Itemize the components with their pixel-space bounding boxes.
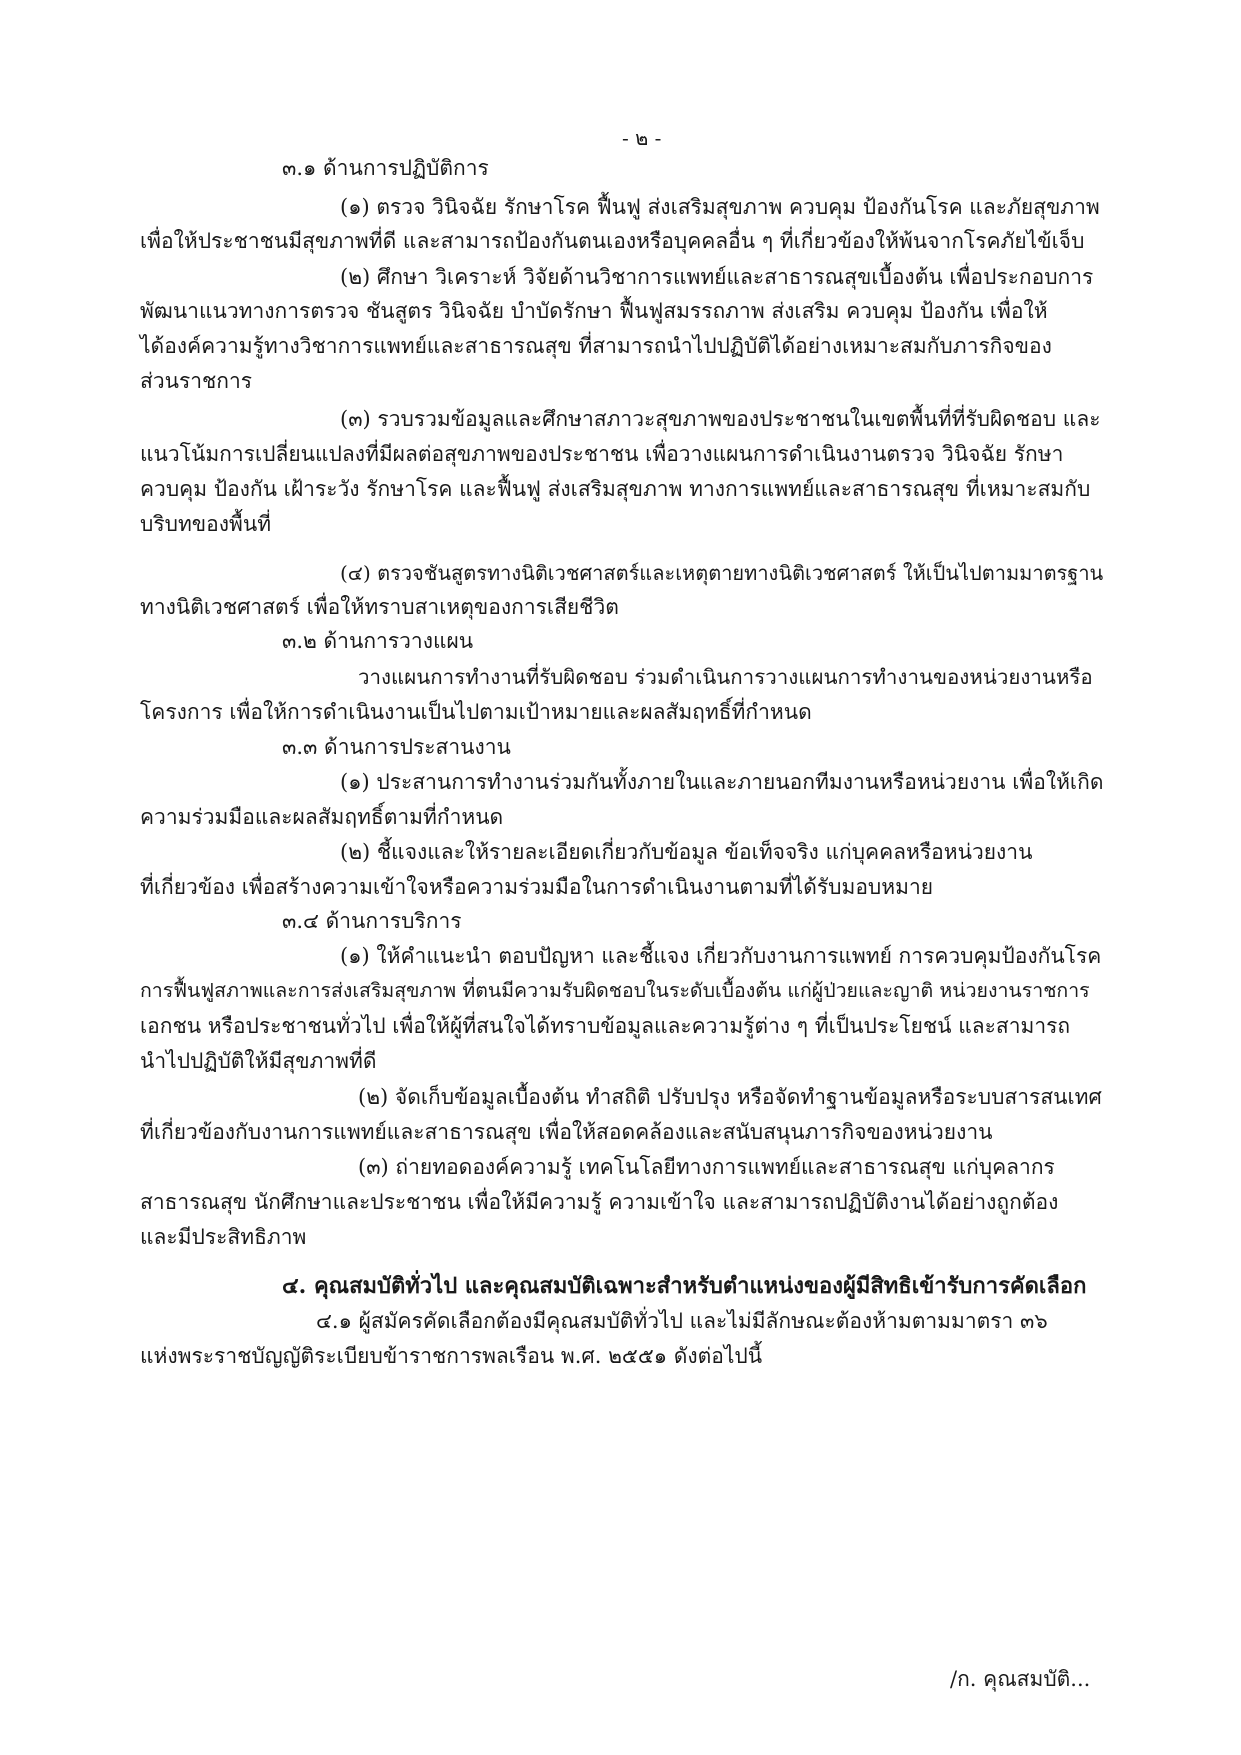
paragraph-line: โครงการ เพื่อให้การดำเนินงานเป็นไปตามเป้าหมายและผลสัมฤทธิ์ที่กำหนด	[140, 700, 812, 724]
paragraph-line: บริบทของพื้นที่	[140, 512, 272, 536]
paragraph-line: (๔) ตรวจชันสูตรทางนิติเวชศาสตร์และเหตุตายทางนิติเวชศาสตร์ ให้เป็นไปตามมาตรฐาน	[340, 561, 1104, 585]
paragraph-line: ส่วนราชการ	[140, 369, 253, 393]
paragraph-line: เพื่อให้ประชาชนมีสุขภาพที่ดี และสามารถป้องกันตนเองหรือบุคคลอื่น ๆ ที่เกี่ยวข้องให้พ้นจากโรคภัยไข้เจ็บ	[140, 229, 1085, 253]
paragraph-line: ความร่วมมือและผลสัมฤทธิ์ตามที่กำหนด	[140, 805, 504, 829]
paragraph-line: (๒) ชี้แจงและให้รายละเอียดเกี่ยวกับข้อมูล ข้อเท็จจริง แก่บุคคลหรือหน่วยงาน	[340, 840, 1033, 864]
paragraph-line: เอกชน หรือประชาชนทั่วไป เพื่อให้ผู้ที่สนใจได้ทราบข้อมูลและความรู้ต่าง ๆ ที่เป็นประโยชน์ และสามารถ	[140, 1014, 1071, 1038]
paragraph-line: วางแผนการทำงานที่รับผิดชอบ ร่วมดำเนินการวางแผนการทำงานของหน่วยงานหรือ	[358, 665, 1093, 689]
paragraph-line: นำไปปฏิบัติให้มีสุขภาพที่ดี	[140, 1049, 377, 1073]
paragraph-line: (๓) ถ่ายทอดองค์ความรู้ เทคโนโลยีทางการแพทย์และสาธารณสุข แก่บุคลากร	[358, 1155, 1055, 1179]
paragraph-line: (๑) ประสานการทำงานร่วมกันทั้งภายในและภายนอกทีมงานหรือหน่วยงาน เพื่อให้เกิด	[340, 770, 1104, 794]
paragraph-line: สาธารณสุข นักศึกษาและประชาชน เพื่อให้มีความรู้ ความเข้าใจ และสามารถปฏิบัติงานได้อย่างถูกต้อง	[140, 1190, 1059, 1214]
paragraph-line: (๑) ตรวจ วินิจฉัย รักษาโรค ฟื้นฟู ส่งเสริมสุขภาพ ควบคุม ป้องกันโรค และภัยสุขภาพ	[340, 195, 1100, 219]
paragraph-line: ที่เกี่ยวข้องกับงานการแพทย์และสาธารณสุข เพื่อให้สอดคล้องและสนับสนุนภารกิจของหน่วยงาน	[140, 1120, 993, 1144]
paragraph-line: ควบคุม ป้องกัน เฝ้าระวัง รักษาโรค และฟื้นฟู ส่งเสริมสุขภาพ ทางการแพทย์และสาธารณสุข ที่เหมาะสมกับ	[140, 477, 1091, 501]
paragraph-line: การฟื้นฟูสภาพและการส่งเสริมสุขภาพ ที่ตนมีความรับผิดชอบในระดับเบื้องต้น แก่ผู้ป่วยและญาติ หน่วยงานราชการ	[140, 979, 1090, 1002]
paragraph-line: (๓) รวบรวมข้อมูลและศึกษาสภาวะสุขภาพของประชาชนในเขตพื้นที่ที่รับผิดชอบ และ	[340, 407, 1101, 431]
paragraph-line: แห่งพระราชบัญญัติระเบียบข้าราชการพลเรือน พ.ศ. ๒๕๕๑ ดังต่อไปนี้	[140, 1344, 763, 1368]
paragraph-line: ทางนิติเวชศาสตร์ เพื่อให้ทราบสาเหตุของการเสียชีวิต	[140, 595, 619, 619]
paragraph-line: แนวโน้มการเปลี่ยนแปลงที่มีผลต่อสุขภาพของประชาชน เพื่อวางแผนการดำเนินงานตรวจ วินิจฉัย รักษา	[140, 442, 1064, 466]
paragraph-line: และมีประสิทธิภาพ	[140, 1225, 307, 1249]
paragraph-line: ๔.๑ ผู้สมัครคัดเลือกต้องมีคุณสมบัติทั่วไป และไม่มีลักษณะต้องห้ามตามมาตรา ๓๖	[316, 1309, 1048, 1333]
section-heading-3-1: ๓.๑ ด้านการปฏิบัติการ	[282, 156, 489, 180]
paragraph-line: พัฒนาแนวทางการตรวจ ชันสูตร วินิจฉัย บำบัดรักษา ฟื้นฟูสมรรถภาพ ส่งเสริม ควบคุม ป้องกัน เพื่อให้	[140, 299, 1048, 323]
paragraph-line: (๑) ให้คำแนะนำ ตอบปัญหา และชี้แจง เกี่ยวกับงานการแพทย์ การควบคุมป้องกันโรค	[340, 944, 1102, 968]
page-number: - ๒ -	[622, 126, 662, 150]
continuation-footer: /ก. คุณสมบัติ...	[950, 1667, 1091, 1691]
section-heading-4: ๔. คุณสมบัติทั่วไป และคุณสมบัติเฉพาะสำหรับตำแหน่งของผู้มีสิทธิเข้ารับการคัดเลือก	[282, 1273, 1087, 1299]
paragraph-line: (๒) จัดเก็บข้อมูลเบื้องต้น ทำสถิติ ปรับปรุง หรือจัดทำฐานข้อมูลหรือระบบสารสนเทศ	[358, 1085, 1102, 1109]
paragraph-line: (๒) ศึกษา วิเคราะห์ วิจัยด้านวิชาการแพทย์และสาธารณสุขเบื้องต้น เพื่อประกอบการ	[340, 265, 1094, 289]
paragraph-line: ที่เกี่ยวข้อง เพื่อสร้างความเข้าใจหรือความร่วมมือในการดำเนินงานตามที่ได้รับมอบหมาย	[140, 875, 934, 899]
section-heading-3-3: ๓.๓ ด้านการประสานงาน	[282, 735, 511, 759]
paragraph-line: ได้องค์ความรู้ทางวิชาการแพทย์และสาธารณสุข ที่สามารถนำไปปฏิบัติได้อย่างเหมาะสมกับภารกิจของ	[140, 334, 1052, 358]
section-heading-3-2: ๓.๒ ด้านการวางแผน	[282, 629, 474, 653]
section-heading-3-4: ๓.๔ ด้านการบริการ	[282, 909, 462, 933]
